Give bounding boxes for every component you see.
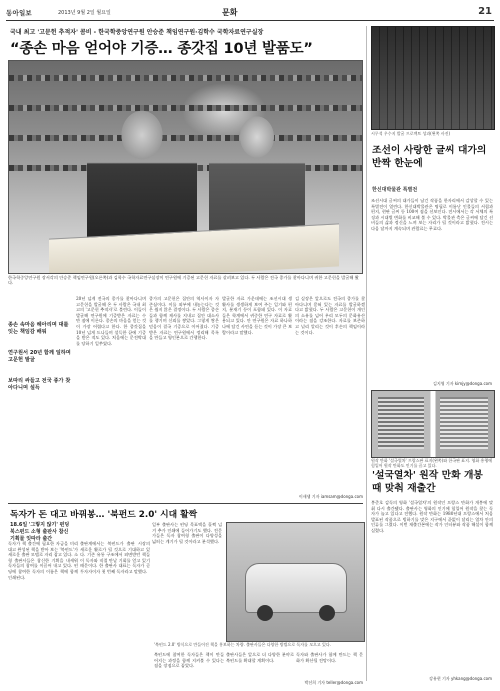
- main-story-column: 발굴한 자료 가운데에는 조선시대 생활사를 생생하게 보여 주는 일기와 편지, 분재기 등이 포함돼 있다. 이 자료들은 학계에서 귀중한 연구 자료로 활용되고 있다. 안 연구원은 자료 하나하나에 담긴 사연을 듣는 것이 가장 큰 보람이라고 말했다.: [222, 296, 292, 335]
- newspaper-logo: 동아일보: [6, 9, 32, 17]
- main-story-headline: “종손 마음 얻어야 기증… 종갓집 10년 발품도”: [10, 41, 313, 57]
- pull-quotes: [8, 322, 72, 406]
- bottom-story-column: 독자와 출판사가 함께 만드는 책 문화가 확산될 전망이다.: [296, 652, 363, 663]
- pull-quote: 연구원서 20년 함께 일하며 고문헌 발굴: [8, 350, 71, 363]
- comic-cover-left: [378, 397, 424, 449]
- right-story-2-photo: [371, 390, 495, 458]
- right-story-1-byline: 김지영 기자 kimjy@donga.com: [433, 381, 492, 386]
- right-story-1-headline: 조선이 사랑한 글씨 대가의 반짝 한눈에: [372, 145, 487, 169]
- researcher-figure-right: [209, 103, 305, 245]
- comic-cover-right: [440, 397, 488, 449]
- bottom-story-column: 독자가 책 출간에 필요한 자금을 미리 대고 완성된 책을 받아 보는 '북펀드'가 새로운 출판 모델로 자리 잡고 있다. 소형 출판사들은 참신한 기획을 내세워 독자들의 참여를 이끌어 내고 있다. 펀딩에 참여한 독자의 이름은 책에 함께 인쇄된다.: [8, 541, 78, 580]
- right-story-2-body: 봉준호 감독의 영화 '설국열차'의 원작인 프랑스 만화가 개봉에 맞춰 다시 출간됐다. 출판사는 영화의 인기에 힘입어 원작을 찾는 독자가 늘고 있다고 전했다. 원작 만화는 1980년대 프랑스에서 처음 발표된 작품으로 빙하기를 맞은 지구에서 끝없이 달리는 열차 안의 인류를 그렸다. 이번 재출간본에는 작가 인터뷰와 작품 해설이 함께 실렸다.: [371, 500, 493, 533]
- right-story-1-photo: [371, 26, 495, 130]
- main-story-column: 20년 넘게 전국의 종가를 찾아다니며 고문헌을 발굴해 온 두 사람은 국내 최고의 '고문헌 추적자'로 불린다. 이들이 발굴해 연구원에 기증받은 자료는 수만 점에 이른다. 종손의 마음을 얻는 것이 가장 어렵다고 한다. 한 종갓집을 10년 넘게 드나들며 설득한 끝에 기증을 받은 적도 있다. 처음에는 문전박대를 당하기 일쑤였다.: [76, 296, 146, 346]
- bottom-photo-caption: '북펀드 2.0' 방식으로 만들어진 책을 홍보하는 차량. 출판사들은 다양한 방법으로 독자를 모으고 있다.: [154, 642, 332, 647]
- pull-quote: 보따리 싸들고 전국 종가 찾아다니며 설득: [8, 378, 71, 391]
- bottom-story-headline: 독자가 돈 대고 바꿔봉… '북펀드 2.0' 시대 활짝: [10, 510, 198, 520]
- masthead: [6, 6, 494, 21]
- right-story-1-body: 조선시대 글씨의 대가들이 남긴 작품을 한자리에서 감상할 수 있는 특별전이 열린다. 한신대박물관은 명필로 이름난 인물들의 서첩과 편지, 현판 글씨 등 100여 점을 선보인다. 전시에서는 각 서체의 특징과 시대별 변화를 비교해 볼 수 있다. 박물관 측은 글씨에 담긴 선비들의 삶과 정신을 느껴 보는 자리가 될 것이라고 밝혔다. 전시는 다음 달까지 계속되며 관람료는 무료다.: [371, 198, 493, 231]
- bottom-story-photo: [226, 522, 365, 642]
- page-number: 21: [478, 6, 492, 17]
- main-story-column: 김 실장은 앞으로도 전국의 종가를 찾아다니며 묻혀 있는 자료를 발굴하겠다고 밝혔다. 두 사람은 고문헌이 개인의 소유를 넘어 우리 모두의 문화유산이라는 점을 강조한다. 자료를 보존하고 널리 알리는 것이 후손의 책임이라는 것이다.: [295, 296, 365, 335]
- bottom-story-column: 출판계에서는 북펀드가 출판 시장의 새로운 활로가 될 것으로 기대하고 있다. 기존 유통 구조에서 외면받던 책들이 독자와 직접 만날 기회를 얻고 있기 때문이다. 한 출판사 대표는 독자가 곧 투자자이자 첫 번째 독자라고 말했다.: [80, 541, 150, 574]
- bookshelf-row: [9, 75, 362, 81]
- bottom-story-column: 북펀드에 참여한 독자들은 책이 만들어지는 과정을 함께 지켜볼 수 있다는 점을 장점으로 꼽았다.: [154, 652, 224, 669]
- vehicle-wheel: [257, 605, 273, 621]
- right-story-1-caption: 시무석 우수지 발굴 프로젝트 성과(왼쪽 사진): [371, 131, 451, 136]
- section-divider: [8, 503, 363, 504]
- right-story-2-byline: 강유현 기자 yhkang@donga.com: [429, 676, 492, 681]
- bottom-story-column: 일부 출판사는 펀딩 목표액을 훌쩍 넘겨 추가 인쇄에 들어가기도 했다. 전문가들은 독자 참여형 출판이 다양성을 넓히는 계기가 될 것이라고 분석했다.: [152, 522, 222, 544]
- right-story-2-caption: 원작 만화 '설국열차' 프랑스판 표지(왼쪽)와 한국판 표지. 영화 흥행에 힘입어 원작 만화도 인기를 끌고 있다.: [371, 458, 493, 468]
- main-photo-caption: 한국학중앙연구원 장서각의 안승준 책임연구원(오른쪽)과 김학수 국학자료연구실장이 연구원에 기증된 고문헌 자료를 살펴보고 있다. 두 사람은 전국 종가를 찾아다니며 귀한 고문헌을 발굴해 왔다.: [8, 275, 359, 286]
- main-story-kicker: 국내 최고 '고문헌 추적자' 콤비 - 한국학중앙연구원 안승준 책임연구원·김학수 국학자료연구실장: [10, 29, 264, 36]
- researcher-figure-left: [87, 95, 197, 245]
- bottom-story-byline: 박선희 기자 teller@donga.com: [304, 680, 363, 685]
- column-rule: [366, 26, 367, 681]
- right-story-2-headline: '설국열차' 원작 만화 개봉 때 맞춰 재출간: [372, 470, 483, 494]
- main-story-photo: [8, 60, 363, 274]
- vehicle-wheel: [319, 605, 335, 621]
- bottom-story-subhead: 18.6일 '그렇지 않기' 펀딩 북스펀드 소형 출판사 참신 기획물 잇따라 출간: [10, 522, 70, 542]
- issue-date: 2013년 9월 2일 월요일: [58, 10, 111, 16]
- main-story-byline: 이새샘 기자 iamsam@donga.com: [298, 494, 363, 499]
- pull-quote: 종손 속마음 헤아리며 대를 잇는 책임감 배워: [8, 322, 69, 335]
- bottom-story-column: 출판사들은 앞으로 더 다양한 분야로 북펀드를 확대할 계획이다.: [226, 652, 294, 663]
- right-story-1-subhead: 한신대박물관 특별전: [372, 187, 418, 193]
- main-story-column: 종가의 고문헌은 집안의 역사이자 자존심이다. 이를 외부에 내놓는다는 것은 쉽지 않은 결정이다. 두 사람은 종손들과 함께 제사를 지내고 집안 대소사를 챙기며 신뢰를 쌓았다. 그렇게 쌓은 믿음이 결국 기증으로 이어졌다. 기증받은 자료는 연구원에서 정리해 목록을 만들고 영인본으로 간행한다.: [149, 296, 219, 341]
- section-name: 문화: [222, 8, 238, 17]
